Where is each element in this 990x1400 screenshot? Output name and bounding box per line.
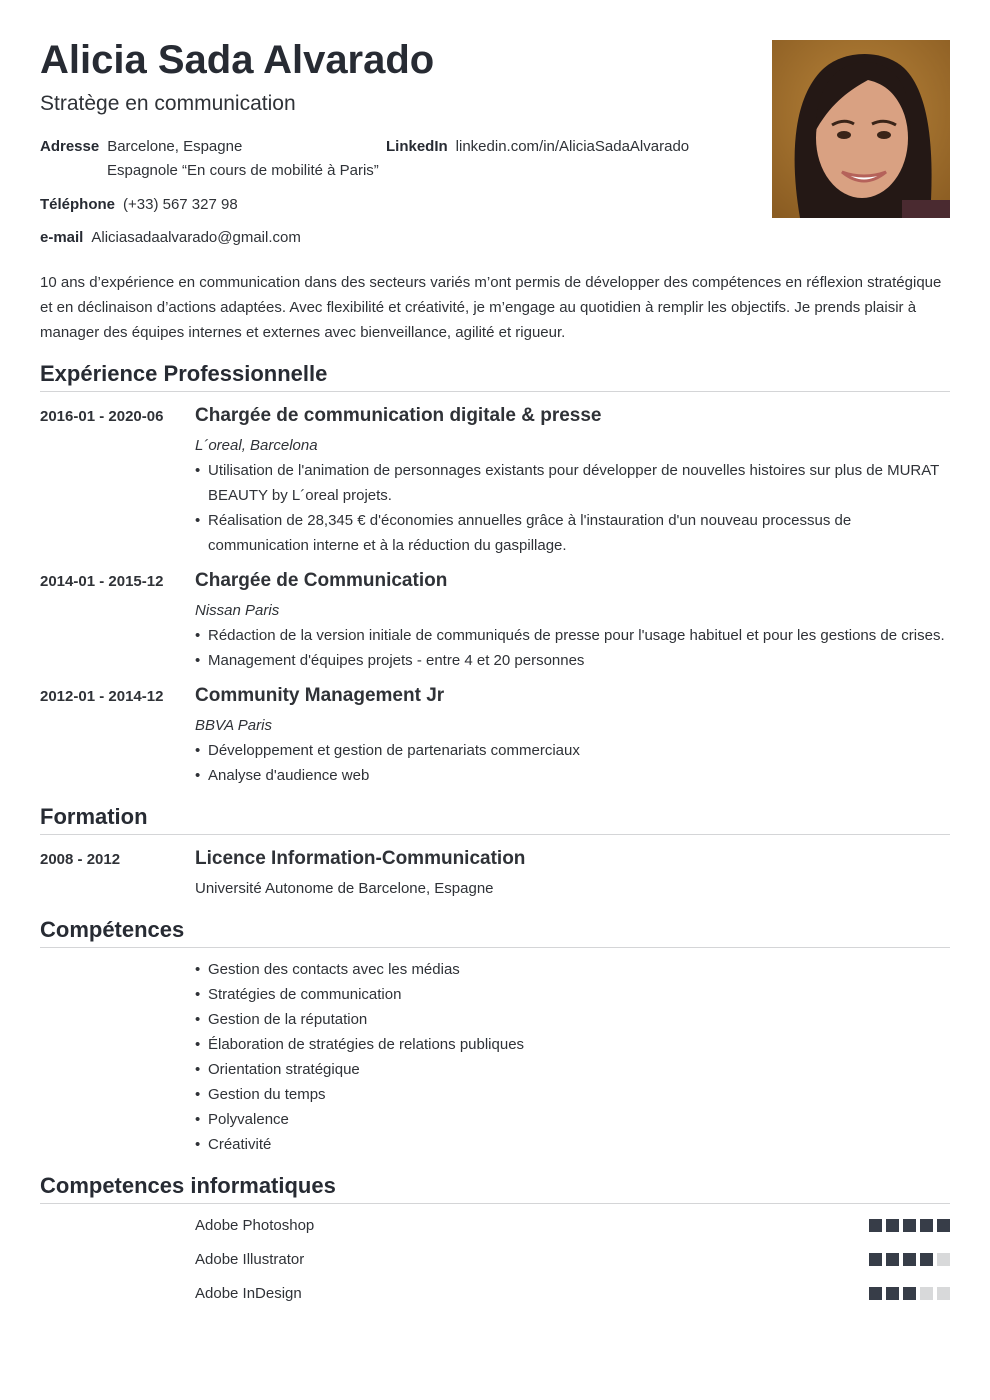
rating-filled-square-icon (869, 1219, 882, 1232)
rating-filled-square-icon (886, 1219, 899, 1232)
profile-summary: 10 ans d’expérience en communication dans des secteurs variés m’ont permis de développer des compétences en réflexion stratégique et en déclinaison d’actions adaptées. Avec flexibilité et créativité, je m’engage au quotidien à remplir les objectifs. Je prends plaisir à manager des équipes internes et externes avec bienveillance, agilité et rigueur. (40, 274, 942, 341)
rating-filled-square-icon (869, 1253, 882, 1266)
job-bullet: • Analyse d'audience web (195, 763, 950, 788)
address-label: Adresse (40, 138, 100, 155)
section-title-education: Formation (40, 803, 950, 835)
job-bullet: • Réalisation de 28,345 € d'économies annuelles grâce à l'instauration d'un nouveau processus de communication interne et à la réduction du gaspillage. (195, 508, 950, 558)
skill-item: • Orientation stratégique (195, 1057, 950, 1082)
section-title-it-skills: Competences informatiques (40, 1172, 950, 1204)
rating-filled-square-icon (903, 1287, 916, 1300)
linkedin-label: LinkedIn (386, 138, 448, 155)
skill-item: • Gestion de la réputation (195, 1007, 950, 1032)
skill-item: • Élaboration de stratégies de relations publiques (195, 1032, 950, 1057)
linkedin-link[interactable]: linkedin.com/in/AliciaSadaAlvarado (455, 138, 690, 155)
rating-filled-square-icon (920, 1253, 933, 1266)
job-bullets (195, 458, 950, 558)
address-line-1: Barcelone, Espagne (107, 138, 243, 155)
skill-item: • Stratégies de communication (195, 982, 950, 1007)
rating-filled-square-icon (903, 1253, 916, 1266)
contact-email (40, 228, 301, 248)
it-skill-row (195, 1216, 950, 1236)
skill-rating (869, 1219, 950, 1232)
skill-item: • Gestion des contacts avec les médias (195, 957, 950, 982)
job-dates: 2012-01 - 2014-12 (40, 688, 164, 705)
job-title: Community Management Jr (195, 685, 445, 706)
address-line-2: Espagnole “En cours de mobilité à Paris” (107, 162, 379, 179)
portrait-image-icon (772, 40, 950, 218)
rating-filled-square-icon (903, 1219, 916, 1232)
job-company: L´oreal, Barcelona (195, 437, 318, 454)
contact-linkedin (386, 137, 689, 157)
rating-filled-square-icon (869, 1287, 882, 1300)
rating-empty-square-icon (920, 1287, 933, 1300)
education-dates: 2008 - 2012 (40, 851, 121, 868)
section-title-experience: Expérience Professionnelle (40, 360, 950, 392)
job-bullet: • Rédaction de la version initiale de communiqués de presse pour l'usage habituel et pour les gestions de crises. (195, 623, 950, 648)
contact-address (40, 137, 242, 157)
education-school: Université Autonome de Barcelone, Espagne (195, 880, 494, 897)
job-company: Nissan Paris (195, 602, 280, 619)
skills-list (195, 957, 950, 1157)
education-degree: Licence Information-Communication (195, 848, 526, 869)
job-bullet: • Management d'équipes projets - entre 4 et 20 personnes (195, 648, 950, 673)
job-bullet: • Utilisation de l'animation de personnages existants pour développer de nouvelles histoires sur plus de MURAT BEAUTY by L´oreal projets. (195, 458, 950, 508)
candidate-title: Stratège en communication (40, 92, 296, 115)
skill-rating (869, 1253, 950, 1266)
rating-filled-square-icon (937, 1219, 950, 1232)
rating-empty-square-icon (937, 1287, 950, 1300)
it-skill-row (195, 1284, 950, 1304)
email-link[interactable]: Aliciasadaalvarado@gmail.com (91, 229, 301, 246)
it-skill-name: Adobe Photoshop (195, 1217, 315, 1234)
phone-value: (+33) 567 327 98 (123, 196, 238, 213)
it-skill-row (195, 1250, 950, 1270)
it-skill-name: Adobe Illustrator (195, 1251, 305, 1268)
rating-filled-square-icon (886, 1253, 899, 1266)
rating-filled-square-icon (920, 1219, 933, 1232)
job-dates: 2014-01 - 2015-12 (40, 573, 164, 590)
rating-filled-square-icon (886, 1287, 899, 1300)
candidate-name: Alicia Sada Alvarado (40, 38, 435, 82)
job-dates: 2016-01 - 2020-06 (40, 408, 164, 425)
skill-item: • Créativité (195, 1132, 950, 1157)
it-skill-name: Adobe InDesign (195, 1285, 302, 1302)
job-title: Chargée de communication digitale & presse (195, 405, 602, 426)
job-bullet: • Développement et gestion de partenariats commerciaux (195, 738, 950, 763)
skill-rating (869, 1287, 950, 1300)
phone-label: Téléphone (40, 196, 116, 213)
rating-empty-square-icon (937, 1253, 950, 1266)
job-bullets (195, 738, 950, 788)
section-title-skills: Compétences (40, 916, 950, 948)
job-bullets (195, 623, 950, 673)
job-company: BBVA Paris (195, 717, 272, 734)
contact-phone (40, 195, 238, 215)
profile-photo (772, 40, 950, 218)
skill-item: • Polyvalence (195, 1107, 950, 1132)
email-label: e-mail (40, 229, 84, 246)
job-title: Chargée de Communication (195, 570, 448, 591)
skill-item: • Gestion du temps (195, 1082, 950, 1107)
